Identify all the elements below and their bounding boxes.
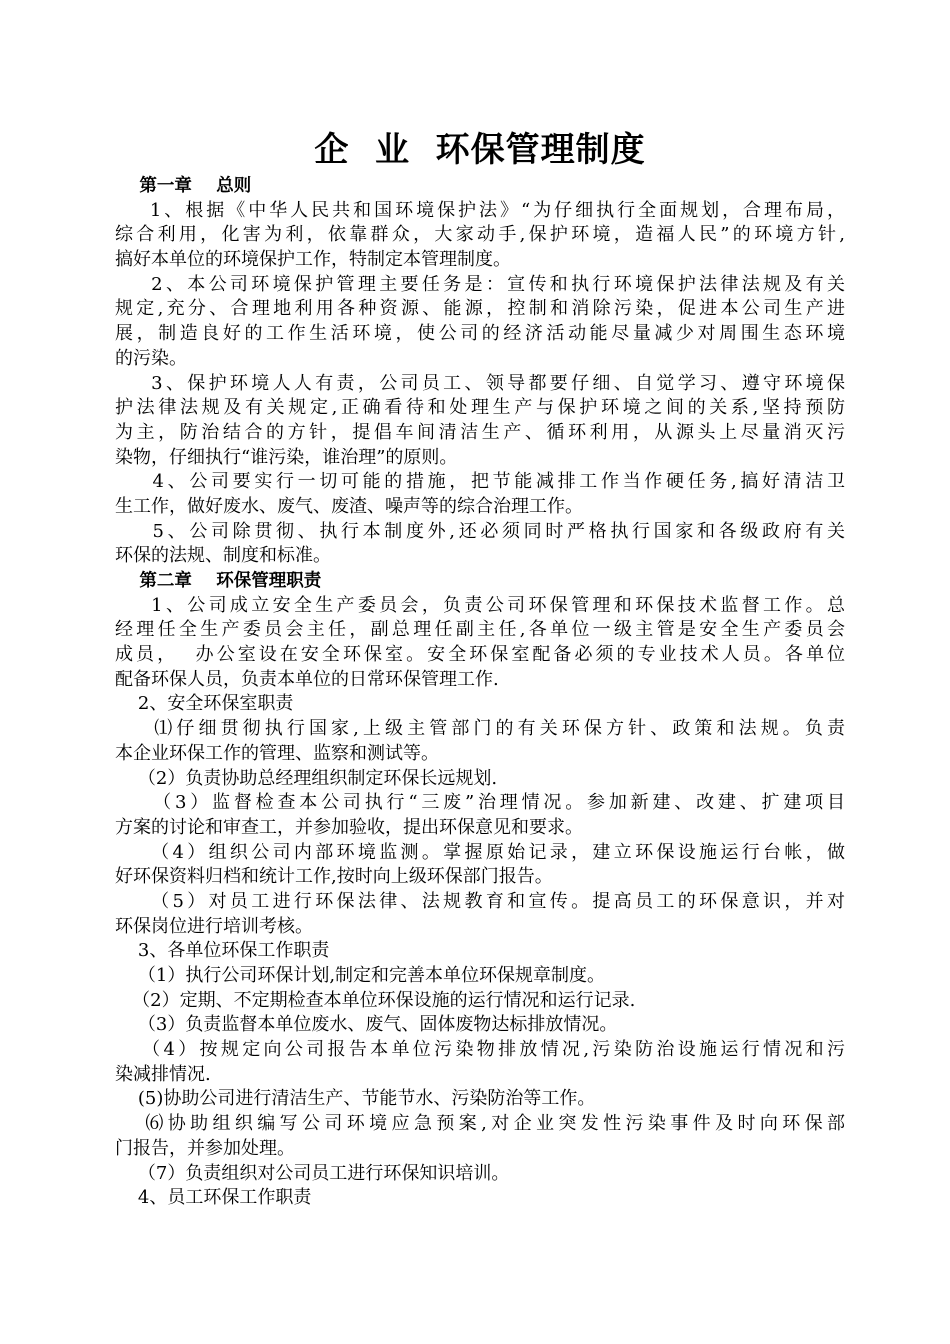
paragraph-line: 综合利用，化害为利，依靠群众，大家动手,保护环境，造福人民”的环境方针, bbox=[115, 224, 845, 246]
paragraph-line: 展，制造良好的工作生活环境，使公司的经济活动能尽量减少对周围生态环境 bbox=[115, 323, 845, 345]
paragraph-line: 2、本公司环境保护管理主要任务是：宣传和执行环境保护法律法规及有关 bbox=[115, 273, 845, 295]
paragraph-line: 的污染。 bbox=[115, 347, 187, 369]
paragraph-line: 1、根据《中华人民共和国环境保护法》“为仔细执行全面规划，合理布局， bbox=[115, 199, 845, 221]
paragraph-line: 1、公司成立安全生产委员会，负责公司环保管理和环保技术监督工作。总 bbox=[115, 594, 845, 616]
paragraph-line: 环保岗位进行培训考核。 bbox=[115, 915, 313, 937]
paragraph-line: （5）对员工进行环保法律、法规教育和宣传。提高员工的环保意识，并对 bbox=[115, 890, 845, 912]
document-title: 企 业 环保管理制度 bbox=[314, 130, 646, 170]
paragraph-line: （7）负责组织对公司员工进行环保知识培训。 bbox=[115, 1162, 510, 1184]
paragraph-line: ⑹协助组织编写公司环境应急预案,对企业突发性污染事件及时向环保部 bbox=[115, 1113, 845, 1135]
paragraph-line: 规定,充分、合理地利用各种资源、能源，控制和消除污染，促进本公司生产进 bbox=[115, 298, 845, 320]
paragraph-line: 4、员工环保工作职责 bbox=[115, 1187, 312, 1209]
paragraph-line: 好环保资料归档和统计工作,按时向上级环保部门报告。 bbox=[115, 866, 553, 888]
paragraph-line: 成员， 办公室设在安全环保室。安全环保室配备必须的专业技术人员。各单位 bbox=[115, 644, 845, 666]
paragraph-line: （3）负责监督本单位废水、废气、固体废物达标排放情况。 bbox=[115, 1014, 618, 1036]
paragraph-line: 配备环保人员，负责本单位的日常环保管理工作. bbox=[115, 668, 499, 690]
paragraph-line: 护法律法规及有关规定,正确看待和处理生产与保护环境之间的关系,坚持预防 bbox=[115, 397, 845, 419]
paragraph-line: 生工作，做好废水、废气、废渣、噪声等的综合治理工作。 bbox=[115, 495, 583, 517]
paragraph-line: 5、公司除贯彻、执行本制度外,还必须同时严格执行国家和各级政府有关 bbox=[115, 520, 845, 542]
paragraph-line: （2）负责协助总经理组织制定环保长远规划. bbox=[115, 767, 498, 789]
paragraph-line: 3、保护环境人人有责，公司员工、领导都要仔细、自觉学习、遵守环境保 bbox=[115, 372, 845, 394]
paragraph-line: 3、各单位环保工作职责 bbox=[115, 940, 330, 962]
paragraph-line: 本企业环保工作的管理、监察和测试等。 bbox=[115, 742, 439, 764]
paragraph-line: 2、安全环保室职责 bbox=[115, 693, 294, 715]
paragraph-line: 染减排情况. bbox=[115, 1063, 211, 1085]
paragraph-line: 为主，防治结合的方针，提倡车间清洁生产、循环利用，从源头上尽量消灭污 bbox=[115, 421, 845, 443]
paragraph-line: 4、公司要实行一切可能的措施，把节能减排工作当作硬任务,搞好清洁卫 bbox=[115, 471, 845, 493]
chapter-heading: 第二章 环保管理职责 bbox=[115, 571, 322, 591]
paragraph-line: 环保的法规、制度和标准。 bbox=[115, 545, 331, 567]
paragraph-line: 经理任全生产委员会主任，副总理任副主任,各单位一级主管是安全生产委员会 bbox=[115, 619, 845, 641]
paragraph-line: ⑴仔细贯彻执行国家,上级主管部门的有关环保方针、政策和法规。负责 bbox=[115, 718, 845, 740]
paragraph-line: （1）执行公司环保计划,制定和完善本单位环保规章制度。 bbox=[115, 965, 606, 986]
paragraph-line: 方案的讨论和审查工，并参加验收，提出环保意见和要求。 bbox=[115, 816, 583, 838]
chapter-heading: 第一章 总则 bbox=[115, 176, 252, 196]
paragraph-line: 门报告，并参加处理。 bbox=[115, 1137, 295, 1159]
paragraph-line: （4）按规定向公司报告本单位污染物排放情况,污染防治设施运行情况和污 bbox=[115, 1039, 845, 1061]
paragraph-line: （2）定期、不定期检查本单位环保设施的运行情况和运行记录. bbox=[115, 989, 636, 1011]
paragraph-line: 搞好本单位的环境保护工作，特制定本管理制度。 bbox=[115, 249, 511, 271]
document-body bbox=[115, 174, 845, 1211]
paragraph-line: （4）组织公司内部环境监测。掌握原始记录，建立环保设施运行台帐，做 bbox=[115, 841, 845, 863]
paragraph-line: 染物，仔细执行“谁污染，谁治理”的原则。 bbox=[115, 446, 458, 468]
paragraph-line: (5)协助公司进行清洁生产、节能节水、污染防治等工作。 bbox=[115, 1088, 596, 1110]
paragraph-line: （3）监督检查本公司执行“三废”治理情况。参加新建、改建、扩建项目 bbox=[115, 792, 845, 814]
